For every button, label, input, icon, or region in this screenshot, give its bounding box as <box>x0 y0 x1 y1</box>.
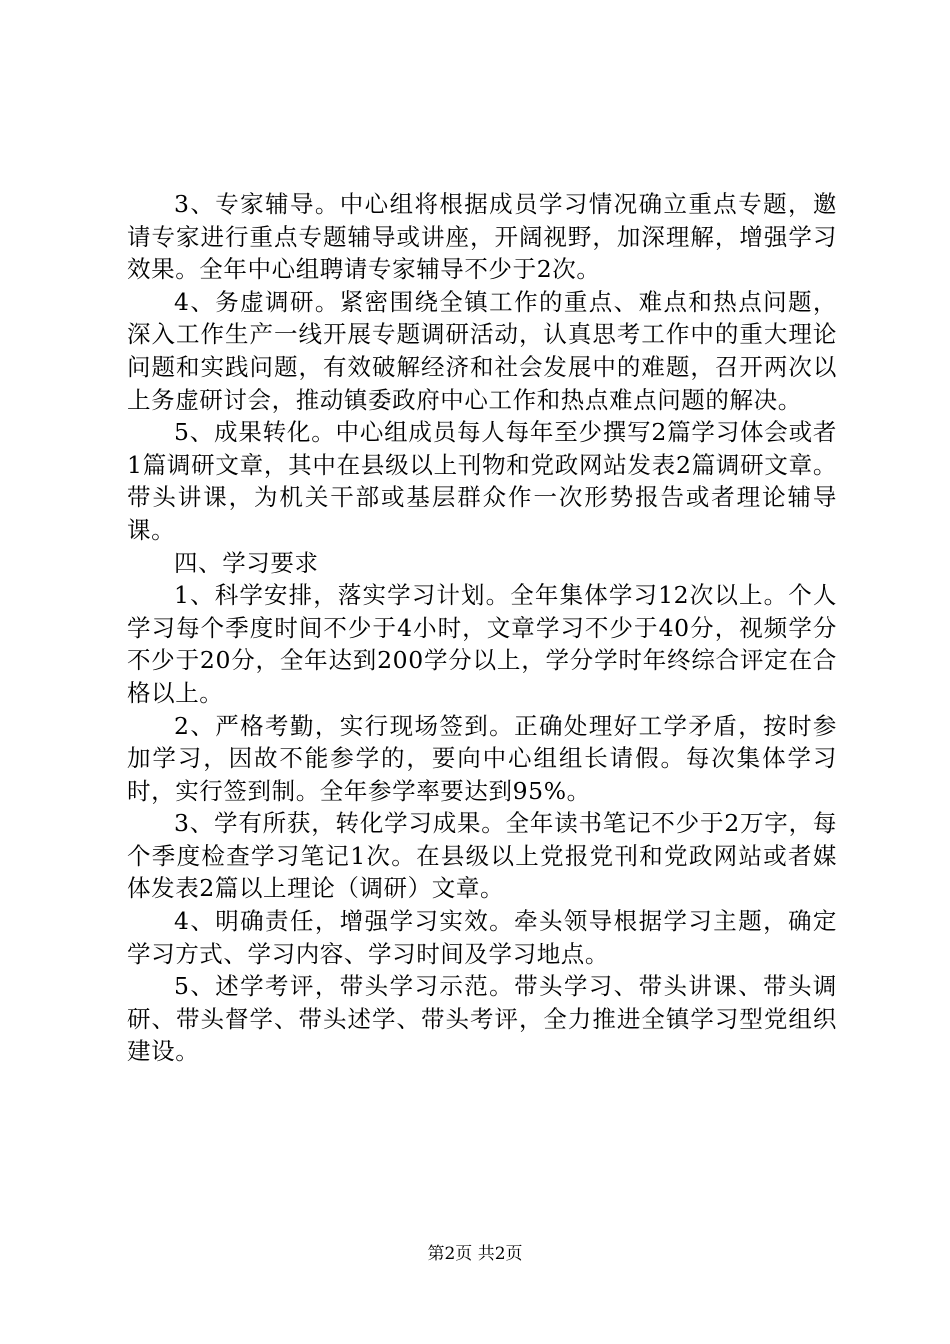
paragraph-leadership: 5、述学考评，带头学习示范。带头学习、带头讲课、带头调研、带头督学、带头述学、带头考评，全力推进全镇学习型党组织建设。 <box>127 972 837 1066</box>
paragraph-responsibility: 4、明确责任，增强学习实效。牵头领导根据学习主题，确定学习方式、学习内容、学习时间及学习地点。 <box>127 907 837 968</box>
section-heading-requirements: 四、学习要求 <box>174 548 319 577</box>
paragraph-learning-outcomes: 3、学有所获，转化学习成果。全年读书笔记不少于2万字，每个季度检查学习笔记1次。在县级以上党报党刊和党政网站或者媒体发表2篇以上理论（调研）文章。 <box>127 809 837 903</box>
page-number: 第2页 共2页 <box>427 1244 523 1264</box>
paragraph-attendance: 2、严格考勤，实行现场签到。正确处理好工学矛盾，按时参加学习，因故不能参学的，要向中心组组长请假。每次集体学习时，实行签到制。全年参学率要达到95%。 <box>127 711 837 805</box>
paragraph-schedule: 1、科学安排，落实学习计划。全年集体学习12次以上。个人学习每个季度时间不少于4小时，文章学习不少于40分，视频学分不少于20分，全年达到200学分以上，学分学时年终综合评定在合格以上。 <box>127 581 837 707</box>
document-body <box>127 188 837 1068</box>
paragraph-expert-guidance: 3、专家辅导。中心组将根据成员学习情况确立重点专题，邀请专家进行重点专题辅导或讲座，开阔视野，加深理解，增强学习效果。全年中心组聘请专家辅导不少于2次。 <box>127 190 837 284</box>
paragraph-results: 5、成果转化。中心组成员每人每年至少撰写2篇学习体会或者1篇调研文章，其中在县级以上刊物和党政网站发表2篇调研文章。带头讲课，为机关干部或基层群众作一次形势报告或者理论辅导课。 <box>127 418 837 544</box>
paragraph-research: 4、务虚调研。紧密围绕全镇工作的重点、难点和热点问题，深入工作生产一线开展专题调研活动，认真思考工作中的重大理论问题和实践问题，有效破解经济和社会发展中的难题，召开两次以上务虚研讨会，推动镇委政府中心工作和热点难点问题的解决。 <box>127 287 837 414</box>
